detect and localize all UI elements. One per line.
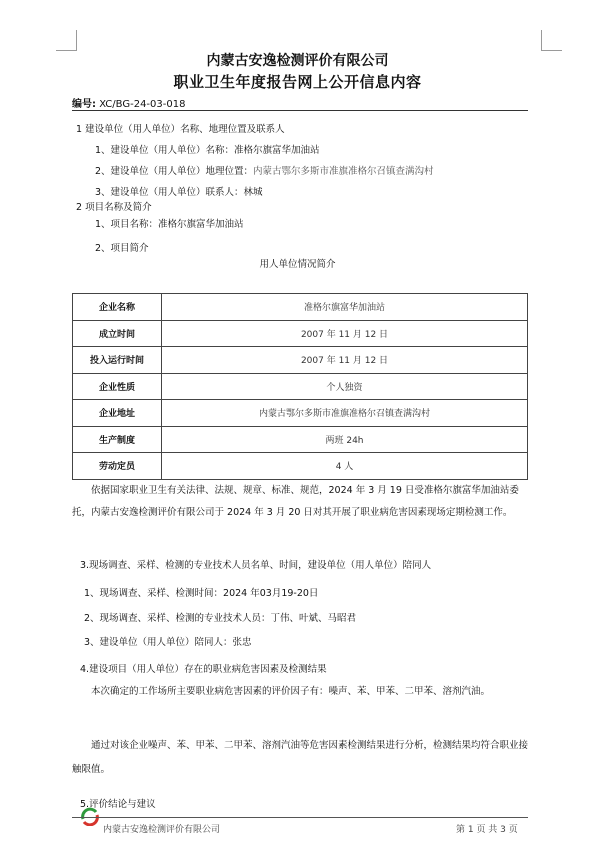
section-5-heading: 5.评价结论与建议: [80, 799, 156, 810]
table-row-value: 2007 年 11 月 12 日: [162, 347, 528, 374]
section-4-heading: 4.建设项目（用人单位）存在的职业病危害因素及检测结果: [80, 664, 327, 675]
table-row-label: 投入运行时间: [73, 347, 162, 374]
section-1-item-2: [95, 163, 434, 177]
table-row-label: 劳动定员: [73, 453, 162, 480]
paragraph-factors: 本次确定的工作场所主要职业病危害因素的评价因子有：噪声、苯、甲苯、二甲苯、溶剂汽油。: [91, 686, 491, 697]
document-number: [72, 95, 185, 110]
table-row-value: 2007 年 11 月 12 日: [162, 320, 528, 347]
table-caption: 用人单位情况简介: [259, 259, 336, 270]
document-number-label: 编号:: [72, 99, 96, 110]
section-1-item-2-value: 内蒙古鄂尔多斯市准旗准格尔召镇查满沟村: [253, 166, 434, 177]
table-row: [73, 373, 528, 400]
table-row-value: 准格尔旗富华加油站: [162, 294, 528, 321]
footer-company: 内蒙古安逸检测评价有限公司: [103, 825, 221, 835]
table-row: [73, 294, 528, 321]
section-2-item-1: 1、项目名称：准格尔旗富华加油站: [95, 219, 244, 230]
table-row-label: 企业名称: [73, 294, 162, 321]
table-row: [73, 453, 528, 480]
section-1-item-1: 1、建设单位（用人单位）名称：准格尔旗富华加油站: [95, 145, 320, 156]
section-1-item-2-label: 2、建设单位（用人单位）地理位置：: [95, 166, 254, 177]
document-number-value: XC/BG-24-03-018: [99, 99, 186, 110]
table-row-label: 企业地址: [73, 400, 162, 427]
table-row: [73, 347, 528, 374]
footer-divider: [72, 817, 528, 818]
table-row: [73, 426, 528, 453]
table-row: [73, 320, 528, 347]
section-3-heading: 3.现场调查、采样、检测的专业技术人员名单、时间，建设单位（用人单位）陪同人: [80, 560, 432, 571]
table-row-value: 4 人: [162, 453, 528, 480]
table-row-value: 个人独资: [162, 373, 528, 400]
section-2-heading: 2 项目名称及简介: [76, 202, 152, 213]
company-title: 内蒙古安逸检测评价有限公司: [206, 53, 389, 69]
paragraph-results: 通过对该企业噪声、苯、甲苯、二甲苯、溶剂汽油等危害因素检测结果进行分析，检测结果均符合职业接触限值。: [72, 740, 529, 775]
section-3-item-2: 2、现场调查、采样、检测的专业技术人员：丁伟、叶斌、马昭君: [84, 613, 357, 624]
header-divider: [72, 110, 528, 111]
section-3-item-1: 1、现场调查、采样、检测时间：2024 年03月19-20日: [84, 588, 319, 599]
company-info-table: [72, 293, 528, 480]
table-row-value: 内蒙古鄂尔多斯市准旗准格尔召镇查满沟村: [162, 400, 528, 427]
table-row: [73, 400, 528, 427]
crop-mark-top-right: [541, 30, 562, 51]
table-row-label: 生产制度: [73, 426, 162, 453]
section-3-item-3: 3、建设单位（用人单位）陪同人：张忠: [84, 637, 252, 648]
paragraph-basis: 依据国家职业卫生有关法律、法规、规章、标准、规范，2024 年 3 月 19 日受准格尔旗富华加油站委托，内蒙古安逸检测评价有限公司于 2024 年 3 月 20 日对其开展了职业病危害因素现场定期检测工作。: [72, 485, 519, 518]
table-row-label: 企业性质: [73, 373, 162, 400]
section-2-item-2: 2、项目简介: [95, 243, 149, 254]
crop-mark-top-left: [56, 30, 77, 51]
table-row-value: 两班 24h: [162, 426, 528, 453]
section-1-item-3: 3、建设单位（用人单位）联系人：林城: [95, 187, 263, 198]
footer-page-number: 第 1 页 共 3 页: [456, 825, 518, 835]
section-1-heading: 1 建设单位（用人单位）名称、地理位置及联系人: [76, 124, 285, 135]
table-row-label: 成立时间: [73, 320, 162, 347]
document-title: 职业卫生年度报告网上公开信息内容: [173, 73, 422, 91]
company-logo-icon: [80, 806, 100, 826]
